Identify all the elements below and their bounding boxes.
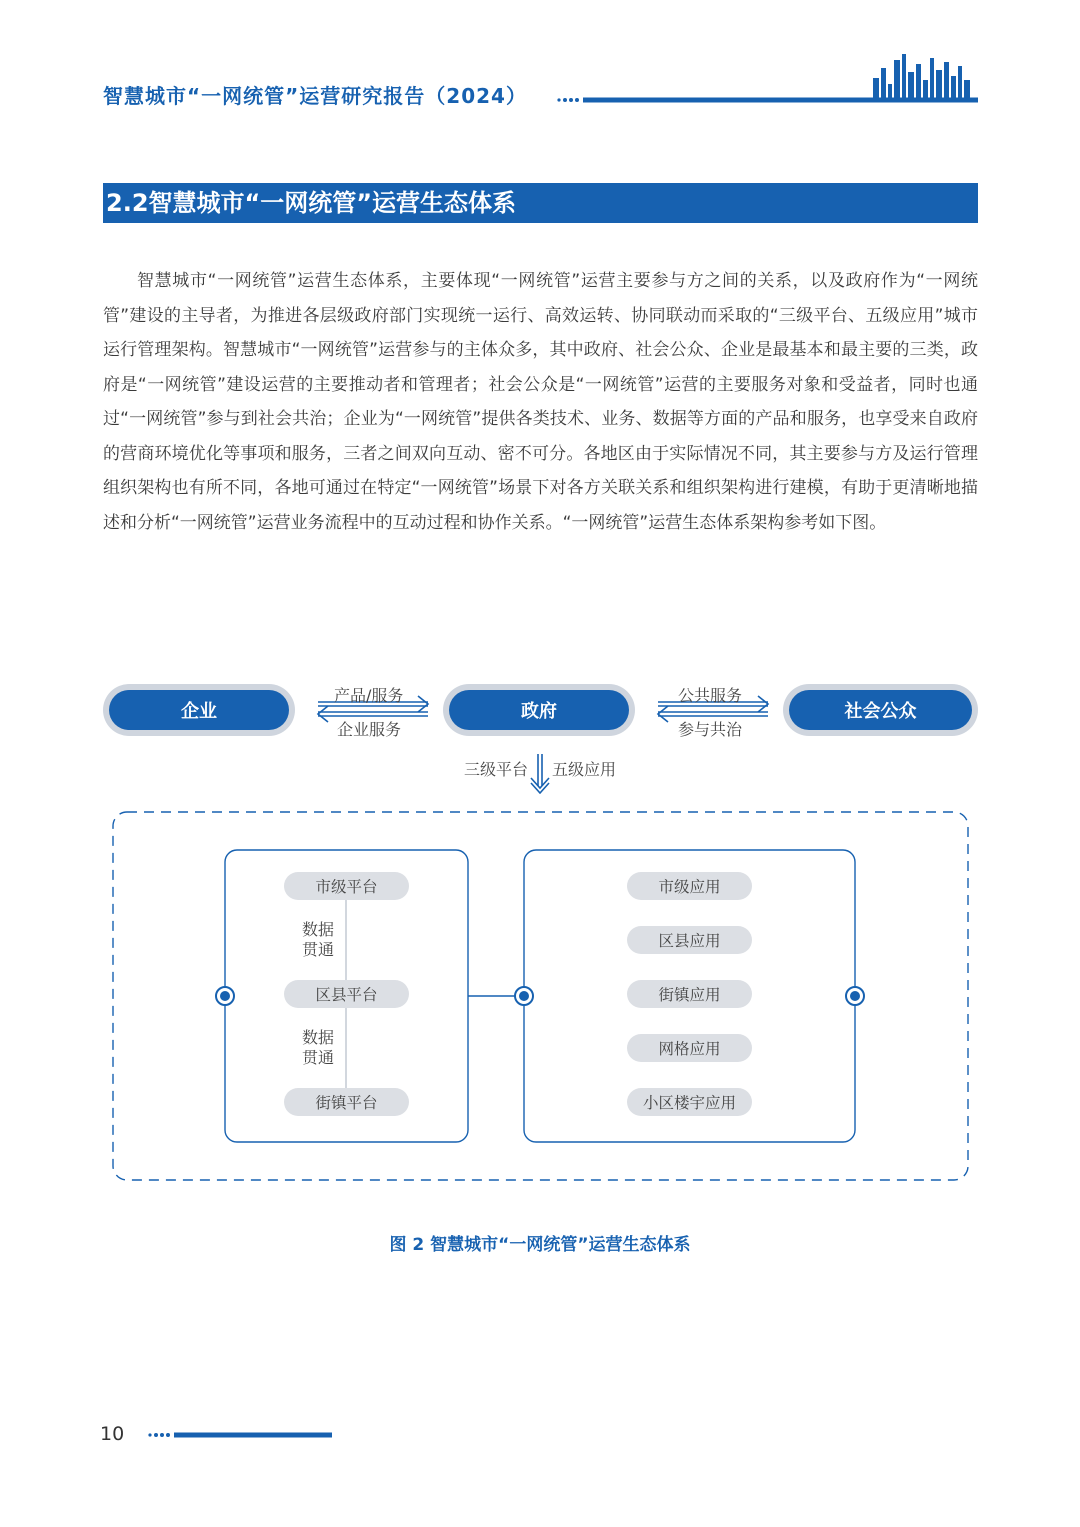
link-label-enterprise-service: 企业服务 (337, 720, 402, 739)
footer-decoration-icon (146, 1428, 336, 1442)
data-link-label: 数据 贯通 (301, 920, 334, 959)
application-item: 街镇应用 (627, 980, 752, 1008)
link-label-five-level-application: 五级应用 (552, 760, 617, 779)
page-number: 10 (100, 1423, 125, 1445)
link-label-product-service: 产品/服务 (334, 686, 404, 705)
application-item: 区县应用 (627, 926, 752, 954)
link-label-three-level-platform: 三级平台 (464, 760, 529, 779)
body-paragraph: 智慧城市“一网统管”运营生态体系，主要体现“一网统管”运营主要参与方之间的关系，以及政府作为“一网统管”建设的主导者，为推进各层级政府部门实现统一运行、高效运转、协同联动而采取的“三级平台、五级应用”城市运行管理架构。智慧城市“一网统管”运营参与的主体众多，其中政府、社会公众、企业是最基本和最主要的三类，政府是“一网统管”建设运营的主要推动者和管理者；社会公众是“一网统管”运营的主要服务对象和受益者，同时也通过“一网统管”参与到社会共治；企业为“一网统管”提供各类技术、业务、数据等方面的产品和服务，也享受来自政府的营商环境优化等事项和服务，三者之间双向互动、密不可分。各地区由于实际情况不同，其主要参与方及运行管理组织架构也有所不同，各地可通过在特定“一网统管”场景下对各方关联关系和组织架构进行建模，有助于更清晰地描述和分析“一网统管”运营业务流程中的互动过程和协作关系。“一网统管”运营生态体系架构参考如下图。 (103, 271, 978, 533)
link-label-co-governance: 参与共治 (678, 720, 743, 739)
data-link-label: 数据 贯通 (301, 1028, 334, 1067)
actor-public-label: 社会公众 (789, 690, 972, 730)
platform-item: 区县平台 (284, 980, 409, 1008)
connector-node-icon (216, 987, 234, 1005)
application-item: 网格应用 (627, 1034, 752, 1062)
actor-enterprise-label: 企业 (109, 690, 289, 730)
section-title: 2.2智慧城市“一网统管”运营生态体系 (106, 189, 517, 217)
application-item: 市级应用 (627, 872, 752, 900)
figure-caption: 图 2 智慧城市“一网统管”运营生态体系 (389, 1235, 691, 1255)
connector-node-icon (515, 987, 533, 1005)
actor-government-label: 政府 (449, 690, 629, 730)
platform-item: 市级平台 (284, 872, 409, 900)
connector-node-icon (846, 987, 864, 1005)
link-label-public-service: 公共服务 (678, 686, 743, 705)
report-title: 智慧城市“一网统管”运营研究报告（2024） (103, 84, 527, 108)
application-item: 小区楼宇应用 (627, 1088, 752, 1116)
platform-item: 街镇平台 (284, 1088, 409, 1116)
